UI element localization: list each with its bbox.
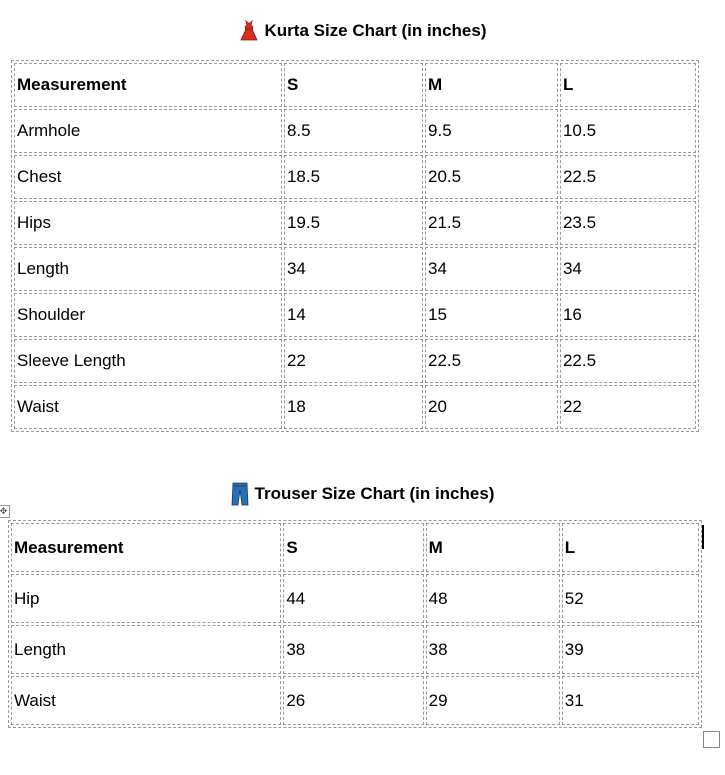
table-cell[interactable]: 22.5 [560,155,696,199]
table-cell[interactable]: Hips [14,201,282,245]
table-cell[interactable]: 14 [284,293,423,337]
table-cell[interactable]: Sleeve Length [14,339,282,383]
table-cell[interactable]: Chest [14,155,282,199]
table-cell[interactable]: 39 [562,625,699,674]
table-cell[interactable]: 22 [284,339,423,383]
trouser-chart-title-text: Trouser Size Chart (in inches) [254,484,495,503]
table-cell[interactable]: 48 [426,574,560,623]
table-row [14,201,696,245]
table-cell[interactable]: 18 [284,385,423,429]
table-cell[interactable]: 52 [562,574,699,623]
text-cursor [702,525,704,549]
header-cell[interactable]: L [560,63,696,107]
table-row [14,247,696,291]
header-cell[interactable]: Measurement [11,523,281,572]
table-row [14,339,696,383]
table-cell[interactable]: 38 [426,625,560,674]
table-cell[interactable]: 9.5 [425,109,558,153]
table-row [14,109,696,153]
table-cell[interactable]: Length [14,247,282,291]
table-row [14,155,696,199]
table-cell[interactable]: 26 [283,676,423,725]
table-cell[interactable]: Length [11,625,281,674]
dress-icon [239,20,259,42]
table-cell[interactable]: 22.5 [560,339,696,383]
table-cell[interactable]: 20.5 [425,155,558,199]
kurta-chart-title-text: Kurta Size Chart (in inches) [264,21,487,40]
table-cell[interactable]: Hip [11,574,281,623]
table-row [11,625,699,674]
table-cell[interactable]: 22.5 [425,339,558,383]
table-cell[interactable]: Shoulder [14,293,282,337]
table-cell[interactable]: 19.5 [284,201,423,245]
table-cell[interactable]: 34 [560,247,696,291]
table-resize-handle[interactable] [703,731,720,748]
table-cell[interactable]: 15 [425,293,558,337]
table-header-row [14,63,696,107]
trouser-chart-title [0,482,725,506]
table-header-row [11,523,699,572]
table-cell[interactable]: 44 [283,574,423,623]
header-cell[interactable]: M [425,63,558,107]
table-cell[interactable]: 20 [425,385,558,429]
kurta-size-table [11,60,699,432]
table-row [11,676,699,725]
trouser-size-table [8,520,702,728]
table-row [14,385,696,429]
table-row [14,293,696,337]
table-cell[interactable]: 23.5 [560,201,696,245]
kurta-chart-title [0,20,725,42]
table-cell[interactable]: 38 [283,625,423,674]
table-cell[interactable]: Waist [11,676,281,725]
table-cell[interactable]: 34 [425,247,558,291]
header-cell[interactable]: M [426,523,560,572]
header-cell[interactable]: L [562,523,699,572]
header-cell[interactable]: Measurement [14,63,282,107]
table-row [11,574,699,623]
table-cell[interactable]: 21.5 [425,201,558,245]
table-cell[interactable]: Armhole [14,109,282,153]
table-cell[interactable]: 29 [426,676,560,725]
table-cell[interactable]: 22 [560,385,696,429]
header-cell[interactable]: S [284,63,423,107]
table-cell[interactable]: 10.5 [560,109,696,153]
table-cell[interactable]: 18.5 [284,155,423,199]
table-cell[interactable]: 16 [560,293,696,337]
table-move-handle-icon[interactable]: ✥ [0,505,10,518]
header-cell[interactable]: S [283,523,423,572]
table-cell[interactable]: 8.5 [284,109,423,153]
jeans-icon [231,482,249,506]
table-cell[interactable]: Waist [14,385,282,429]
table-cell[interactable]: 34 [284,247,423,291]
table-cell[interactable]: 31 [562,676,699,725]
